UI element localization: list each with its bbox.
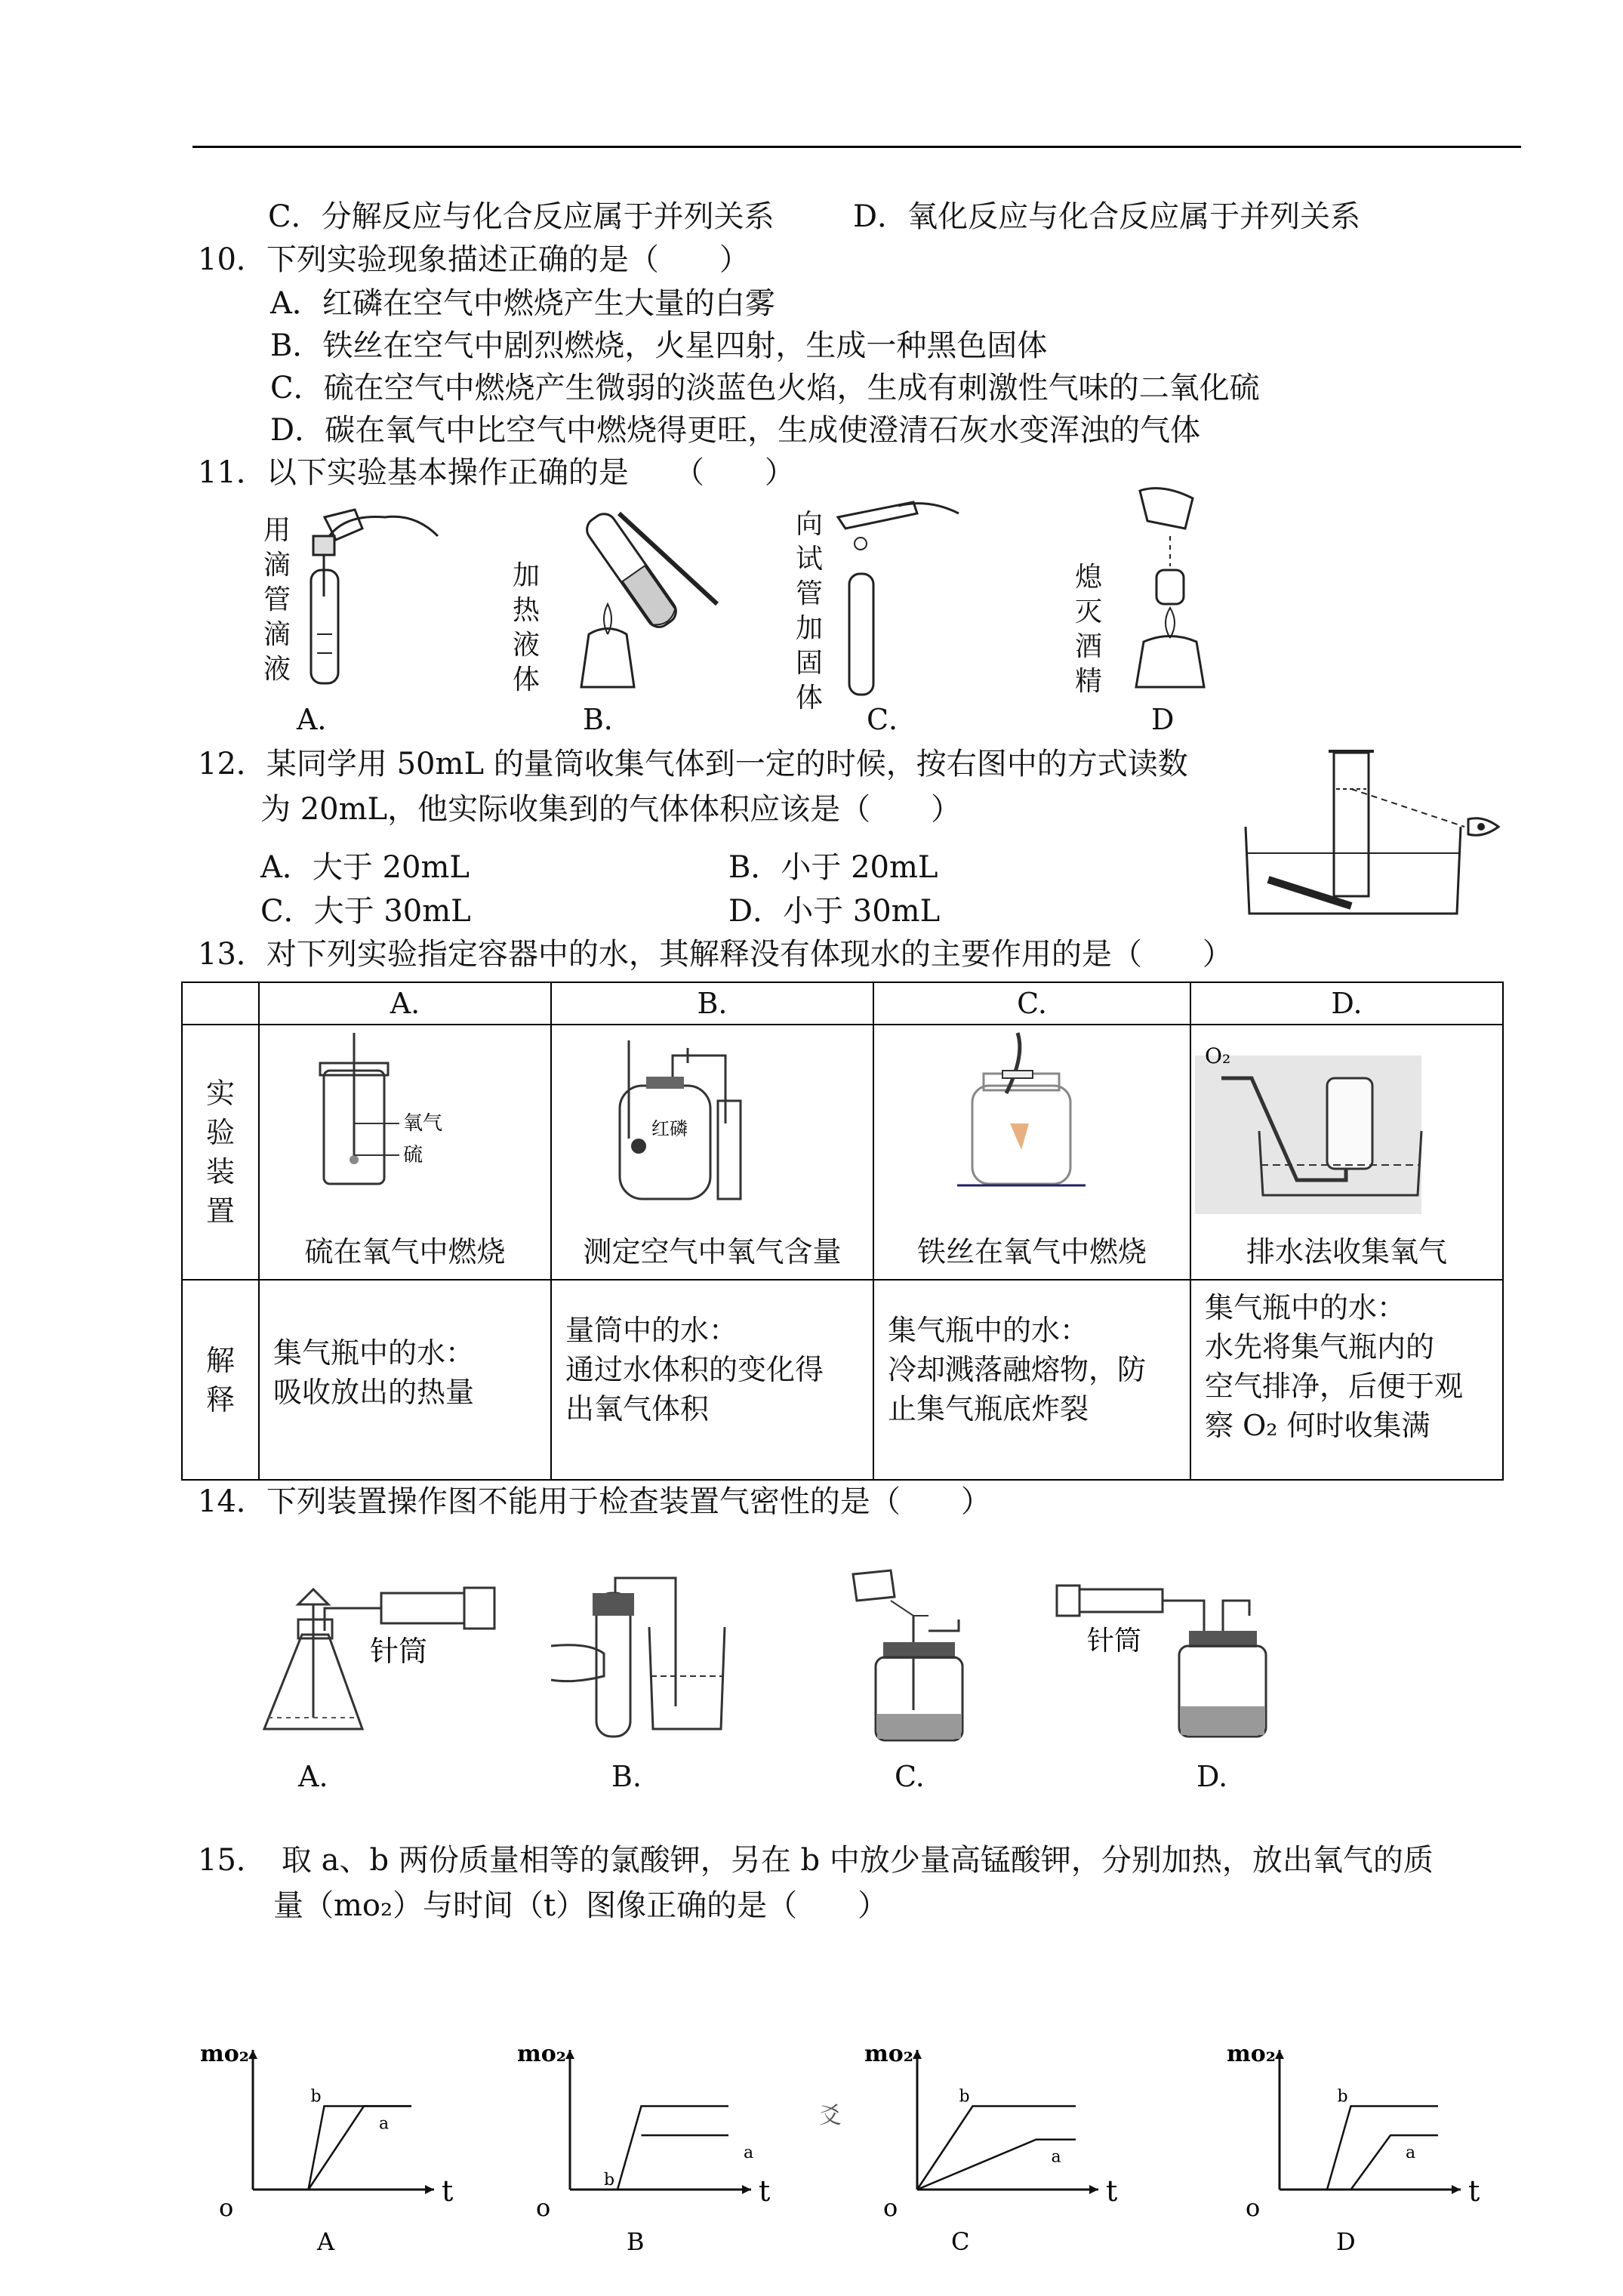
chart-letter: A xyxy=(317,2227,335,2256)
q11-letter-a: A． xyxy=(297,703,346,736)
q14-figure-d xyxy=(1049,1570,1276,1744)
q12-figure-cylinder xyxy=(1238,744,1510,925)
q11-letter-c: C． xyxy=(867,703,918,736)
series-b-label: b xyxy=(1337,2087,1348,2106)
q11-d-vlabel: 熄灭酒精 xyxy=(1074,562,1102,697)
q13-figure-d xyxy=(1191,1025,1502,1214)
q12-stem-2: 为 20mL，他实际收集到的气体体积应该是（ ） xyxy=(260,792,962,827)
q14-figure-b xyxy=(544,1570,770,1744)
x-axis-arrow xyxy=(1089,2185,1098,2194)
q13-a-sulfur-label: 硫 xyxy=(403,1144,423,1166)
q11-figure-b xyxy=(544,498,732,695)
q13-a-oxygen-label: 氧气 xyxy=(403,1112,443,1135)
series-a-label: a xyxy=(1406,2143,1416,2163)
x-axis-label: t xyxy=(1468,2174,1480,2208)
x-axis-arrow xyxy=(742,2185,751,2194)
origin-label: o xyxy=(219,2193,234,2222)
stray-mark: 爻 xyxy=(819,2103,842,2129)
q11-c-vlabel: 向试管加固体 xyxy=(795,509,823,713)
chart-letter: C xyxy=(951,2227,970,2256)
q11-b-vlabel: 加热液体 xyxy=(512,560,540,695)
x-axis-arrow xyxy=(1452,2185,1461,2194)
chart-letter: D xyxy=(1336,2227,1356,2256)
y-axis-arrow xyxy=(248,2050,257,2059)
q14-letter-d: D. xyxy=(1196,1760,1228,1793)
q12-option-b: B．小于 20mL xyxy=(728,850,938,885)
q14-letter-a: A. xyxy=(298,1760,328,1793)
series-a-label: a xyxy=(1051,2147,1061,2167)
q13-apparatus-a xyxy=(259,1025,551,1280)
q14-figure-a xyxy=(257,1567,506,1740)
series-a-line xyxy=(309,2106,412,2190)
y-axis-arrow xyxy=(913,2050,922,2059)
q10-option-a: A．红磷在空气中燃烧产生大量的白雾 xyxy=(270,286,775,321)
q13-figure-a xyxy=(260,1025,550,1214)
origin-label: o xyxy=(1246,2193,1261,2222)
series-a-label: a xyxy=(744,2143,754,2163)
origin-label: o xyxy=(536,2193,551,2222)
q15-chart-c xyxy=(861,2039,1118,2257)
x-axis-label: t xyxy=(759,2174,771,2208)
q13-explain-a: 集气瓶中的水： 吸收放出的热量 xyxy=(259,1280,551,1480)
q14-letter-b: B. xyxy=(611,1760,642,1793)
q11-stem: 11．以下实验基本操作正确的是 （ ） xyxy=(198,455,795,490)
q15-chart-b xyxy=(513,2039,771,2257)
q13-header-b: B. xyxy=(551,982,873,1025)
q13-caption-d: 排水法收集氧气 xyxy=(1246,1235,1447,1268)
q13-b-phosphorus-label: 红磷 xyxy=(651,1118,688,1139)
y-axis-label: mo₂ xyxy=(1227,2041,1276,2067)
q15-stem-2: 量（mo₂）与时间（t）图像正确的是（ ） xyxy=(273,1888,888,1923)
q9-option-c: C．分解反应与化合反应属于并列关系 xyxy=(268,199,775,234)
q11-letter-b: B． xyxy=(583,703,633,736)
q11-figure-c xyxy=(823,483,974,710)
q13-row-apparatus-label: 实验装置 xyxy=(182,1025,259,1280)
q13-figure-c xyxy=(874,1025,1190,1214)
q11-letter-d: D xyxy=(1151,703,1175,736)
q13-explain-d: 集气瓶中的水： 水先将集气瓶内的 空气排净，后便于观 察 O₂ 何时收集满 xyxy=(1190,1280,1503,1480)
q13-apparatus-c xyxy=(873,1025,1190,1280)
series-b-line xyxy=(570,2106,728,2190)
series-b-line xyxy=(309,2106,412,2190)
q13-figure-b xyxy=(552,1025,873,1214)
series-b-label: b xyxy=(604,2171,615,2190)
q12-option-c: C．大于 30mL xyxy=(260,894,471,929)
q13-stem: 13．对下列实验指定容器中的水，其解释没有体现水的主要作用的是（ ） xyxy=(198,937,1233,972)
q14-a-syringe-label: 针筒 xyxy=(370,1635,428,1668)
x-axis-arrow xyxy=(425,2185,434,2194)
x-axis-label: t xyxy=(1106,2174,1118,2208)
series-b-label: b xyxy=(959,2087,970,2106)
q11-a-vlabel: 用滴管滴液 xyxy=(263,515,291,685)
chart-letter: B xyxy=(627,2227,645,2256)
x-axis-label: t xyxy=(442,2174,454,2208)
header-rule xyxy=(192,146,1521,148)
y-axis-arrow xyxy=(565,2050,574,2059)
origin-label: o xyxy=(883,2193,898,2222)
q13-header-c: C. xyxy=(873,982,1190,1025)
q13-apparatus-b xyxy=(551,1025,873,1280)
series-b-line xyxy=(1327,2106,1438,2190)
q13-header-d: D. xyxy=(1190,982,1503,1025)
y-axis-label: mo₂ xyxy=(517,2041,566,2067)
q13-row-explain-label: 解释 xyxy=(182,1280,259,1480)
y-axis-label: mo₂ xyxy=(200,2041,249,2067)
q15-chart-a xyxy=(196,2039,454,2257)
q13-header-a: A. xyxy=(259,982,551,1025)
y-axis-arrow xyxy=(1275,2050,1284,2059)
q15-chart-d xyxy=(1223,2039,1480,2257)
q13-explain-c: 集气瓶中的水： 冷却溅落融熔物，防 止集气瓶底炸裂 xyxy=(873,1280,1190,1480)
y-axis-label: mo₂ xyxy=(864,2041,913,2067)
q13-caption-c: 铁丝在氧气中燃烧 xyxy=(916,1235,1147,1268)
q11-figure-a xyxy=(294,483,445,695)
q13-caption-b: 测定空气中氧气含量 xyxy=(583,1235,842,1268)
series-b-label: b xyxy=(310,2087,322,2106)
q14-figure-c xyxy=(838,1559,1004,1748)
q15-stem-1: 15． 取 a、b 两份质量相等的氯酸钾，另在 b 中放少量高锰酸钾，分别加热，放出氧气的质 xyxy=(198,1843,1434,1878)
q14-letter-c: C. xyxy=(895,1760,925,1793)
q13-table xyxy=(181,982,1504,1481)
q10-option-d: D．碳在氧气中比空气中燃烧得更旺，生成使澄清石灰水变浑浊的气体 xyxy=(270,413,1201,448)
q10-option-b: B．铁丝在空气中剧烈燃烧，火星四射，生成一种黑色固体 xyxy=(270,328,1048,363)
q10-option-c: C．硫在空气中燃烧产生微弱的淡蓝色火焰，生成有刺激性气味的二氧化硫 xyxy=(270,371,1260,405)
q13-caption-a: 硫在氧气中燃烧 xyxy=(304,1235,506,1268)
q12-stem-1: 12．某同学用 50mL 的量筒收集气体到一定的时候，按右图中的方式读数 xyxy=(198,747,1188,781)
q13-apparatus-d xyxy=(1190,1025,1503,1280)
q9-option-d: D．氧化反应与化合反应属于并列关系 xyxy=(853,199,1361,234)
q13-d-o2-label: O₂ xyxy=(1205,1043,1231,1068)
q14-stem: 14．下列装置操作图不能用于检查装置气密性的是（ ） xyxy=(198,1484,991,1519)
q12-option-d: D．小于 30mL xyxy=(728,894,941,929)
series-a-line xyxy=(1351,2135,1439,2190)
q12-option-a: A．大于 20mL xyxy=(260,850,470,885)
series-a-label: a xyxy=(379,2114,390,2134)
q10-stem: 10．下列实验现象描述正确的是（ ） xyxy=(198,242,750,277)
q13-corner-cell xyxy=(182,982,259,1025)
q13-explain-b: 量筒中的水： 通过水体积的变化得 出氧气体积 xyxy=(551,1280,873,1480)
q14-d-syringe-label: 针筒 xyxy=(1087,1626,1142,1657)
q11-figure-d xyxy=(1095,476,1246,695)
